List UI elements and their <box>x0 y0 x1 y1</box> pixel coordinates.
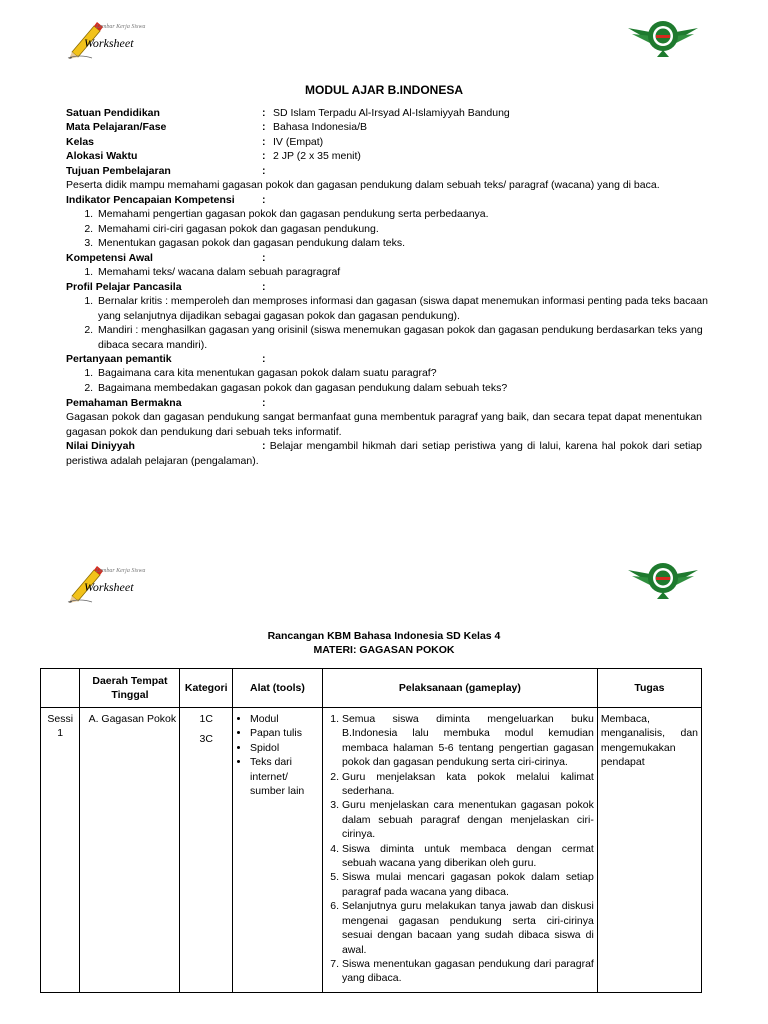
list-item: 2. Bagaimana membedakan gagasan pokok dan gagasan pendukung dalam sebuah teks? <box>96 381 732 396</box>
school-emblem <box>626 14 700 58</box>
info-value: Bahasa Indonesia/B <box>273 121 367 133</box>
kategori-value: 3C <box>199 733 213 746</box>
section-label: Kompetensi Awal <box>66 252 153 264</box>
logo-tagline: Lembar Kerja Siswa <box>96 568 146 574</box>
info-value: SD Islam Terpadu Al-Irsyad Al-Islamiyyah Bandung <box>273 107 510 119</box>
list-item: • Teks dari internet/ sumber lain <box>250 755 319 798</box>
tujuan-heading <box>66 164 706 178</box>
daerah-cell <box>80 708 180 993</box>
header-cell: Pelaksanaan (gameplay) <box>322 669 597 708</box>
section-label: Profil Pelajar Pancasila <box>66 281 182 293</box>
kompetensi-heading <box>66 251 706 265</box>
kategori-cell <box>180 708 233 993</box>
header-cell: Daerah Tempat Tinggal <box>80 669 180 708</box>
section-label: Tujuan Pembelajaran <box>66 165 171 177</box>
info-label: Alokasi Waktu <box>66 150 138 162</box>
list-item: 6. Selanjutnya guru melakukan tanya jawab dan diskusi mengenai gagasan pendukung serta ciri-cirinya sesuai dengan bacaan yang sudah dibaca siswa di awal. <box>342 899 594 957</box>
pemahaman-heading <box>66 396 706 410</box>
info-value: IV (Empat) <box>273 136 324 148</box>
page-title: MODUL AJAR B.INDONESA <box>304 83 463 97</box>
list-item: 1. Bagaimana cara kita menentukan gagasan pokok dalam suatu paragraf? <box>96 366 732 381</box>
info-label: Kelas <box>66 136 95 148</box>
list-item: • Papan tulis <box>250 726 319 740</box>
nilai-paragraph <box>66 439 702 468</box>
sesi-cell: Sessi 1 <box>41 708 80 993</box>
info-label: Satuan Pendidikan <box>66 107 160 119</box>
info-row-mapel <box>66 120 706 134</box>
section-label: Pertanyaan pemantik <box>66 353 172 365</box>
indikator-heading <box>66 193 706 207</box>
list-item: 2. Memahami ciri-ciri gagasan pokok dan gagasan pendukung. <box>96 222 732 237</box>
list-item: 1. Bernalar kritis : memperoleh dan memproses informasi dan gagasan (siswa dapat menemukan informasi penting pada teks bacaan yang selanjutnya dijadikan sebagai gagasan pokok dan gagasan pendukung). <box>96 294 732 323</box>
list-item: A. Gagasan Pokok <box>101 712 176 726</box>
info-colon: : <box>262 150 266 162</box>
list-item: 1. Memahami pengertian gagasan pokok dan gagasan pendukung serta perbedaanya. <box>96 207 732 222</box>
section-colon: : <box>262 252 266 264</box>
pertanyaan-list <box>66 366 732 395</box>
kbm-title: Rancangan KBM Bahasa Indonesia SD Kelas 4 <box>267 630 501 642</box>
info-row-satuan <box>66 106 706 120</box>
emblem-icon <box>626 14 700 58</box>
worksheet-logo <box>66 18 156 60</box>
logo-tagline: Lembar Kerja Siswa <box>96 24 146 30</box>
profil-heading <box>66 280 706 294</box>
school-emblem <box>626 556 700 600</box>
kategori-value: 1C <box>199 713 213 725</box>
list-item: 3. Menentukan gagasan pokok dan gagasan pendukung dalam teks. <box>96 236 732 251</box>
info-row-kelas <box>66 135 706 149</box>
pelaksanaan-cell <box>322 708 597 993</box>
section-colon: : <box>262 281 266 293</box>
table-row <box>41 708 702 993</box>
section-colon: : <box>262 440 266 452</box>
list-item: 2. Mandiri : menghasilkan gagasan yang orisinil (siswa menemukan gagasan pokok dan gagasan pendukung berdasarkan teks yang dibaca secara mandiri). <box>96 323 732 352</box>
list-item: 3. Guru menjelaskan cara menentukan gagasan pokok dalam sebuah paragraf dengan menjelaskan ciri-cirinya. <box>342 798 594 841</box>
alat-cell <box>233 708 323 993</box>
list-item: 1. Semua siswa diminta mengeluarkan buku B.Indonesia lalu membuka modul kemudian membaca halaman 5-6 tentang pengertian gagasan pokok dan gagasan pendukung serta ciri-cirinya. <box>342 712 594 770</box>
info-colon: : <box>262 121 266 133</box>
list-item: 7. Siswa menentukan gagasan pendukung dari paragraf yang dibaca. <box>342 957 594 986</box>
header-cell: Alat (tools) <box>233 669 323 708</box>
header-cell: Tugas <box>597 669 701 708</box>
profil-list <box>66 294 732 352</box>
header-cell <box>41 669 80 708</box>
pemahaman-text: Gagasan pokok dan gagasan pendukung sangat bermanfaat guna membentuk paragraf yang baik, dan secara tepat dapat menentukan gagasan pokok dan pendukung dari sebuah teks informatif. <box>66 411 702 438</box>
info-colon: : <box>262 107 266 119</box>
list-item: 5. Siswa mulai mencari gagasan pokok dalam setiap paragraf pada wacana yang dibaca. <box>342 870 594 899</box>
section-label: Pemahaman Bermakna <box>66 397 182 409</box>
list-item: 2. Guru menjelaksan kata pokok melalui kalimat sederhana. <box>342 770 594 799</box>
info-value: 2 JP (2 x 35 menit) <box>273 150 361 162</box>
emblem-icon <box>626 556 700 600</box>
nilai-text: Belajar mengambil hikmah dari setiap peristiwa yang di lalui, karena hal pokok dari setiap peristiwa adalah pelajaran (pengalaman). <box>66 440 702 467</box>
logo-text: Worksheet <box>84 36 134 50</box>
section-colon: : <box>262 397 266 409</box>
info-colon: : <box>262 136 266 148</box>
list-item: • Spidol <box>250 741 319 755</box>
section-colon: : <box>262 165 266 177</box>
section-colon: : <box>262 194 266 206</box>
table-header-row <box>41 669 702 708</box>
header-cell: Kategori <box>180 669 233 708</box>
list-item: 4. Siswa diminta untuk membaca dengan cermat sebuah wacana yang diberikan oleh guru. <box>342 842 594 871</box>
section-label: Nilai Diniyyah <box>66 440 135 452</box>
kbm-subtitle: MATERI: GAGASAN POKOK <box>313 644 455 656</box>
kompetensi-list <box>66 265 732 280</box>
pertanyaan-heading <box>66 352 706 366</box>
kbm-table <box>40 668 702 993</box>
info-label: Mata Pelajaran/Fase <box>66 121 167 133</box>
logo-text: Worksheet <box>84 580 134 594</box>
list-item: 1. Memahami teks/ wacana dalam sebuah paragragraf <box>96 265 732 280</box>
tugas-cell: Membaca, menganalisis, dan mengemukakan pendapat <box>597 708 701 993</box>
info-row-alokasi <box>66 149 706 163</box>
tujuan-text: Peserta didik mampu memahami gagasan pokok dan gagasan pendukung dalam sebuah teks/ paragraf (wacana) yang di baca. <box>66 179 660 191</box>
section-label: Indikator Pencapaian Kompetensi <box>66 194 235 206</box>
indikator-list <box>66 207 732 251</box>
worksheet-logo <box>66 562 156 604</box>
section-colon: : <box>262 353 266 365</box>
list-item: • Modul <box>250 712 319 726</box>
